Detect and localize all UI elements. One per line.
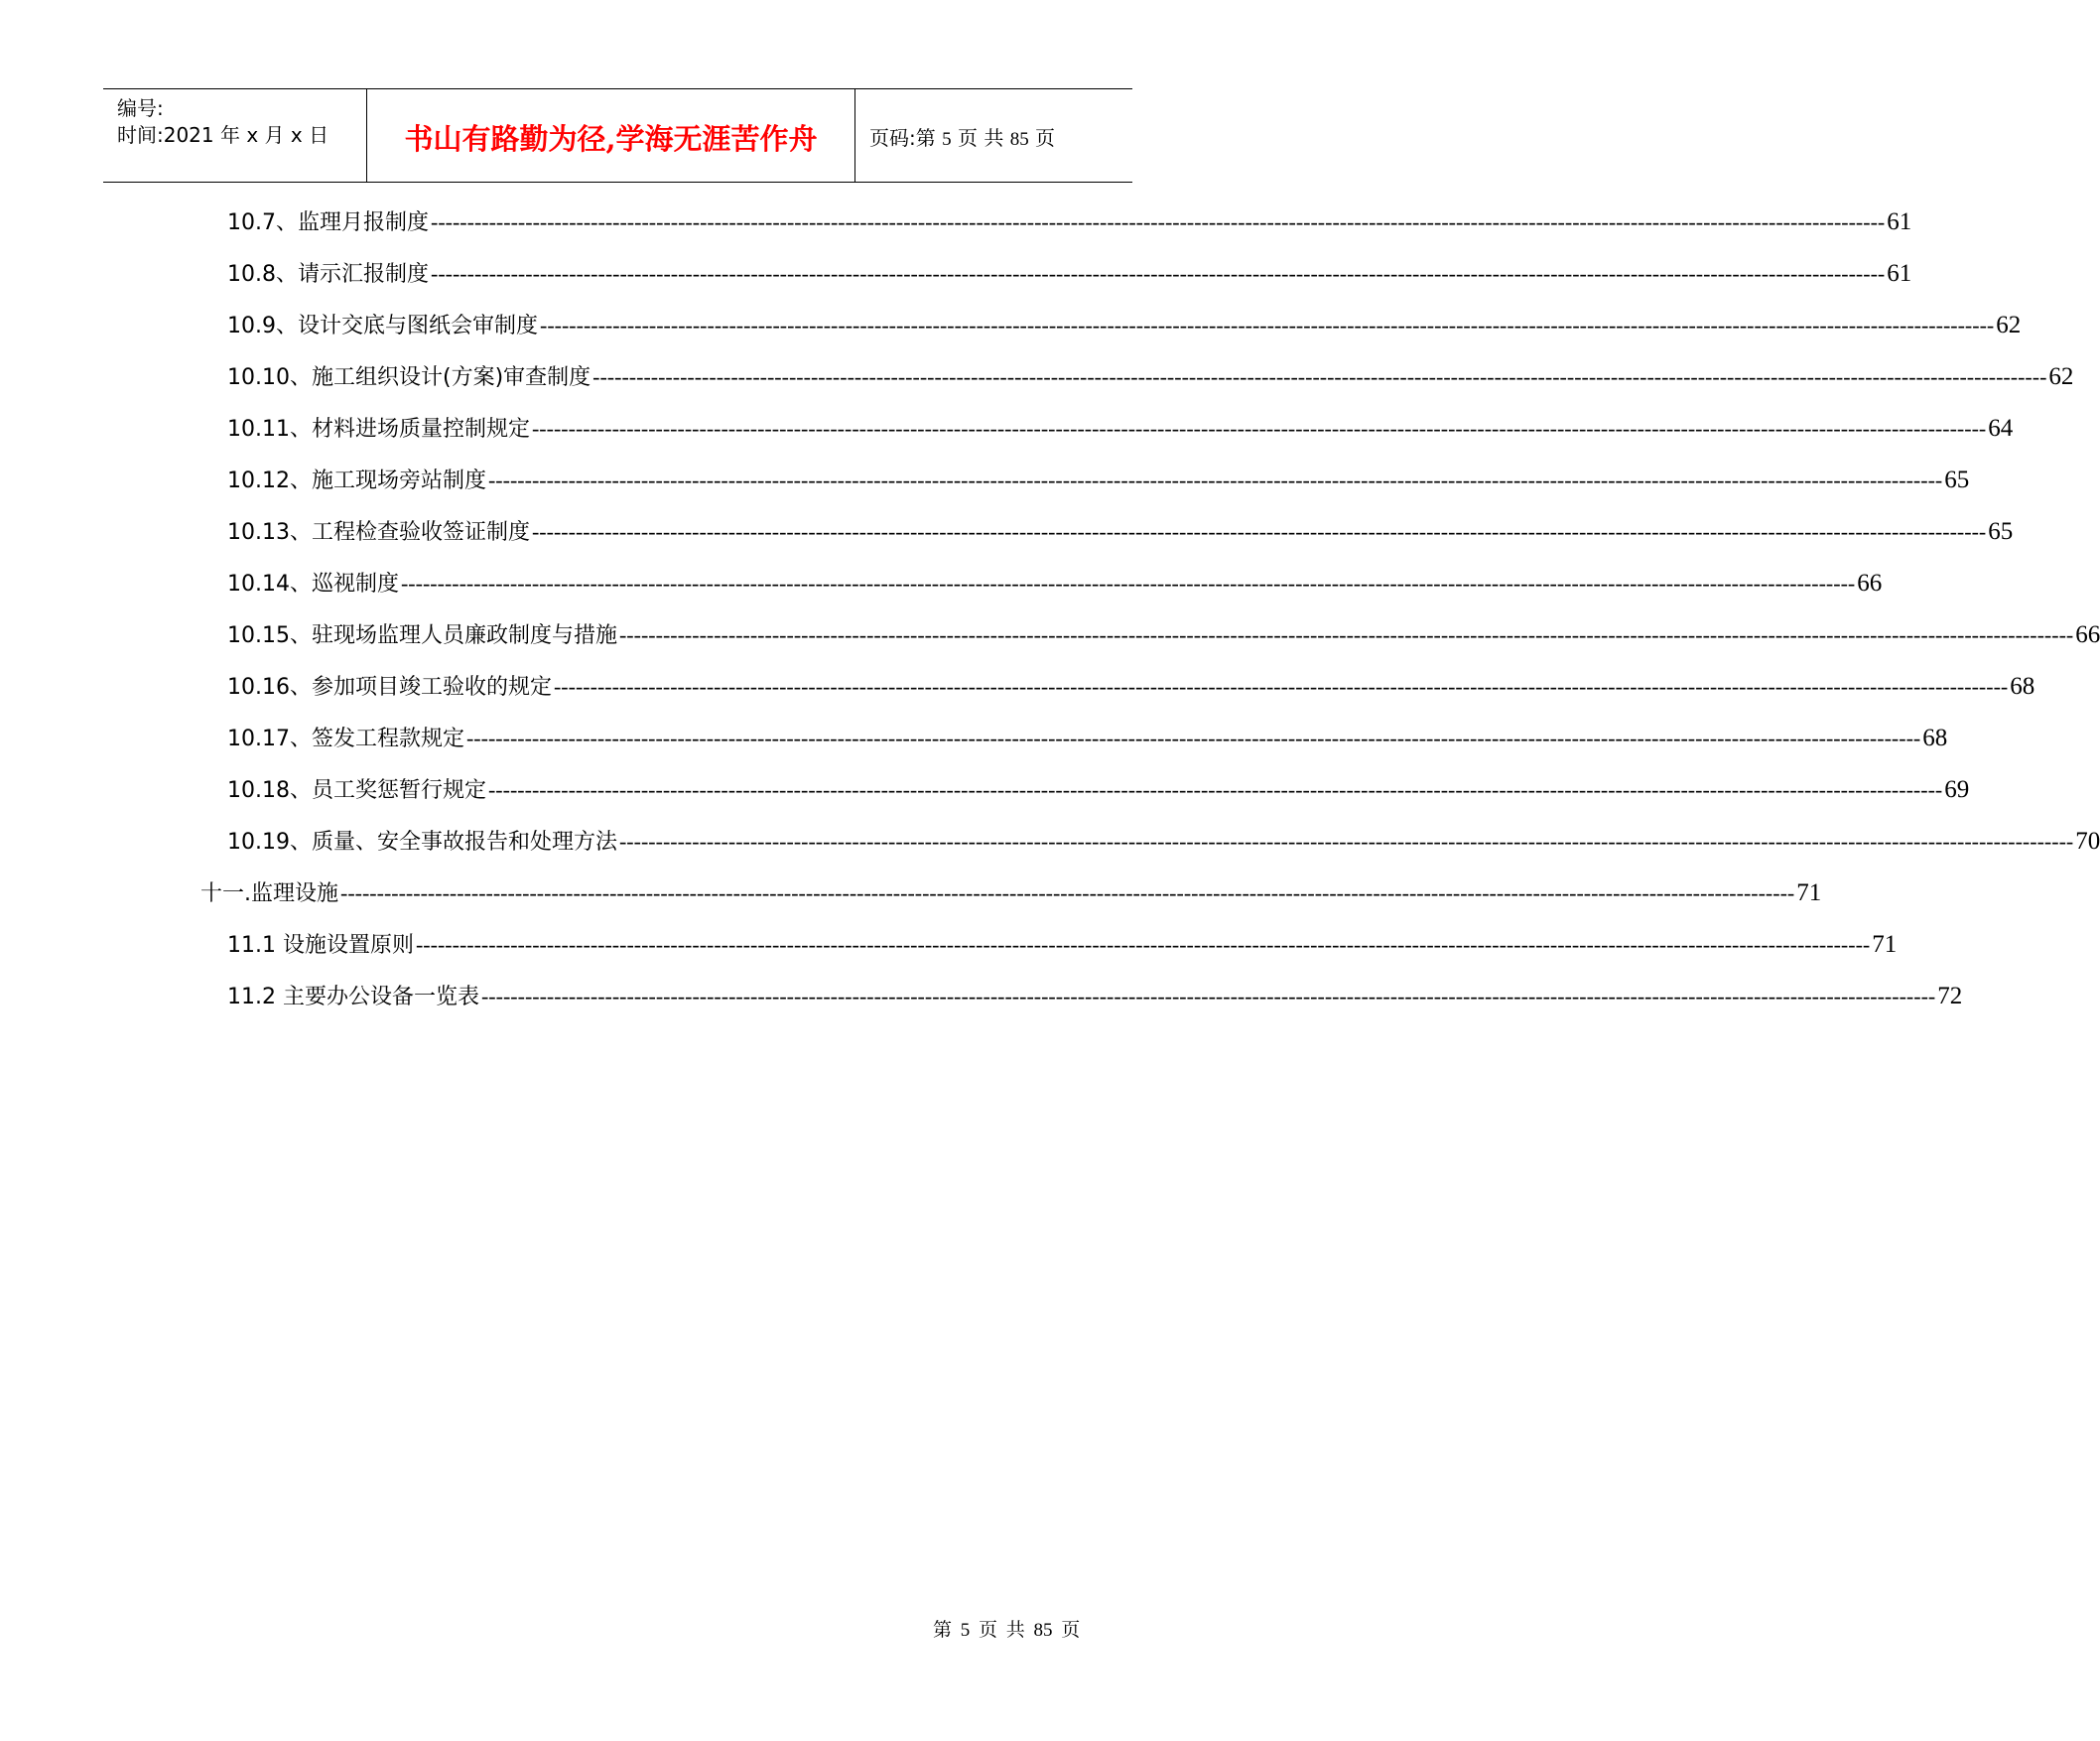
toc-entry[interactable] (200, 876, 1822, 910)
page-current: 5 (942, 129, 952, 150)
page-footer: 第 5 页 共 85 页 (933, 1620, 1081, 1641)
toc-entry[interactable] (227, 567, 1883, 601)
toc-entry-page: 71 (1796, 879, 1822, 906)
toc-entry-page: 66 (1857, 570, 1883, 597)
header-motto: 书山有路勤为径,学海无涯苦作舟 (404, 122, 818, 156)
page-prefix: 页码:第 (869, 126, 943, 150)
toc-entry[interactable] (227, 257, 1912, 291)
toc-entry-title: 10.19、质量、安全事故报告和处理方法 (227, 830, 617, 855)
toc-entry[interactable] (227, 773, 1970, 807)
toc-entry-page: 66 (2075, 621, 2100, 648)
toc-entry-page: 69 (1944, 776, 1970, 803)
toc-leader: -------------------------------------------------------------------------------------------------------------------------------------------------------------------------------------------------------- (465, 726, 1921, 750)
toc-entry-page: 62 (1996, 312, 2022, 338)
header-right-cell (855, 89, 1132, 182)
toc-entry-title: 10.18、员工奖惩暂行规定 (227, 778, 486, 803)
toc-entry-title: 10.17、签发工程款规定 (227, 727, 464, 751)
header-middle-cell (366, 89, 855, 182)
toc-leader: -------------------------------------------------------------------------------------------------------------------------------------------------------------------------------------------------------- (540, 313, 1995, 337)
toc-entry-title: 十一.监理设施 (200, 881, 338, 906)
toc-entry-page: 71 (1872, 931, 1898, 958)
toc-entry-page: 65 (1944, 467, 1970, 493)
toc-leader: -------------------------------------------------------------------------------------------------------------------------------------------------------------------------------------------------------- (531, 416, 1987, 441)
toc-entry[interactable] (227, 618, 2100, 652)
toc-entry[interactable] (227, 825, 2100, 859)
toc-entry-title: 10.7、监理月报制度 (227, 210, 429, 235)
toc-entry[interactable] (227, 360, 2074, 394)
toc-entry-title: 10.10、施工组织设计(方案)审查制度 (227, 365, 591, 390)
toc-leader: -------------------------------------------------------------------------------------------------------------------------------------------------------------------------------------------------------- (487, 777, 1943, 802)
toc-entry[interactable] (227, 722, 1948, 755)
toc-leader: -------------------------------------------------------------------------------------------------------------------------------------------------------------------------------------------------------- (400, 571, 1856, 596)
toc-leader: -------------------------------------------------------------------------------------------------------------------------------------------------------------------------------------------------------- (415, 932, 1871, 957)
toc-entry[interactable] (227, 412, 2014, 446)
toc-entry[interactable] (227, 980, 1963, 1013)
toc-entry-page: 68 (1922, 725, 1948, 751)
toc-leader: -------------------------------------------------------------------------------------------------------------------------------------------------------------------------------------------------------- (480, 984, 1936, 1008)
toc-leader: -------------------------------------------------------------------------------------------------------------------------------------------------------------------------------------------------------- (618, 622, 2074, 647)
toc-leader: -------------------------------------------------------------------------------------------------------------------------------------------------------------------------------------------------------- (592, 364, 2047, 389)
toc-leader: -------------------------------------------------------------------------------------------------------------------------------------------------------------------------------------------------------- (431, 261, 1886, 286)
page-header (103, 88, 1132, 183)
page-middle: 页 共 (951, 126, 1010, 150)
toc-leader: -------------------------------------------------------------------------------------------------------------------------------------------------------------------------------------------------------- (553, 674, 2009, 699)
toc-entry-title: 10.16、参加项目竣工验收的规定 (227, 675, 552, 700)
toc-entry-title: 11.2 主要办公设备一览表 (227, 985, 479, 1009)
toc-entry-page: 61 (1887, 208, 1912, 235)
toc-entry-title: 10.11、材料进场质量控制规定 (227, 417, 530, 442)
toc-entry-page: 70 (2075, 828, 2100, 855)
toc-entry-title: 10.8、请示汇报制度 (227, 262, 429, 287)
page-suffix: 页 (1028, 126, 1056, 150)
header-page-info (869, 122, 1055, 151)
document-number-label: 编号: (117, 96, 164, 120)
toc-entry-title: 10.9、设计交底与图纸会审制度 (227, 314, 538, 338)
toc-leader: -------------------------------------------------------------------------------------------------------------------------------------------------------------------------------------------------------- (487, 468, 1943, 492)
toc-entry-page: 68 (2010, 673, 2035, 700)
header-left-cell (103, 89, 365, 182)
toc-leader: -------------------------------------------------------------------------------------------------------------------------------------------------------------------------------------------------------- (531, 519, 1987, 544)
toc-entry-page: 65 (1988, 518, 2014, 545)
toc-entry-title: 10.13、工程检查验收签证制度 (227, 520, 530, 545)
toc-entry-page: 72 (1937, 983, 1963, 1009)
toc-entry[interactable] (227, 928, 1898, 962)
toc-entry-title: 10.15、驻现场监理人员廉政制度与措施 (227, 623, 617, 648)
document-date-label: 时间:2021 年 x 月 x 日 (117, 123, 329, 147)
toc-entry-title: 10.14、巡视制度 (227, 572, 399, 597)
toc-entry-page: 61 (1887, 260, 1912, 287)
toc-leader: -------------------------------------------------------------------------------------------------------------------------------------------------------------------------------------------------------- (431, 209, 1886, 234)
toc-leader: -------------------------------------------------------------------------------------------------------------------------------------------------------------------------------------------------------- (618, 829, 2074, 854)
toc-leader: -------------------------------------------------------------------------------------------------------------------------------------------------------------------------------------------------------- (340, 880, 1795, 905)
toc-entry-title: 10.12、施工现场旁站制度 (227, 469, 486, 493)
toc-entry[interactable] (227, 670, 2035, 704)
toc-entry[interactable] (227, 515, 2014, 549)
toc-entry-title: 11.1 设施设置原则 (227, 933, 414, 958)
toc-entry[interactable] (227, 205, 1912, 239)
toc-entry-page: 64 (1988, 415, 2014, 442)
toc-entry[interactable] (227, 464, 1970, 497)
toc-entry[interactable] (227, 309, 2022, 342)
page-total: 85 (1009, 129, 1029, 150)
toc-entry-page: 62 (2048, 363, 2074, 390)
